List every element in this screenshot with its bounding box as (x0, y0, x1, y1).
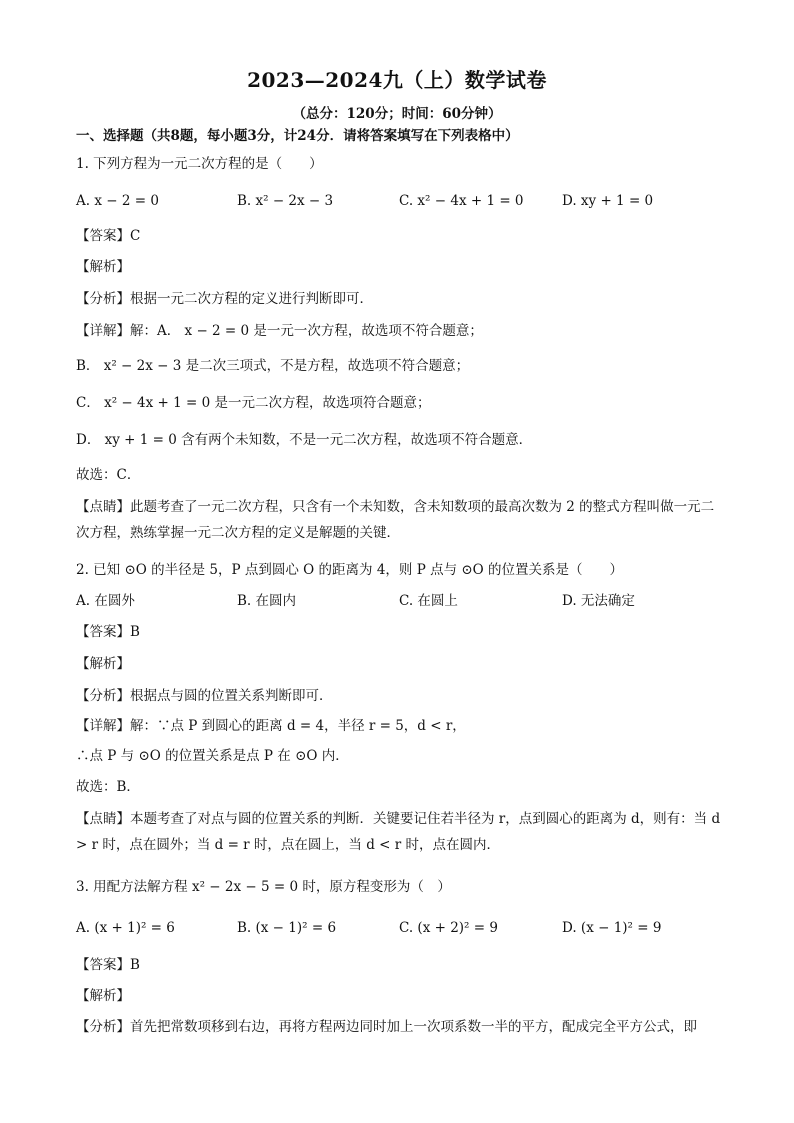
q2-option-d: D. 无法确定 (562, 593, 635, 609)
q1-option-b: B. x² − 2x − 3 (237, 193, 334, 209)
q2-stem: 2. 已知 ⊙O 的半径是 5，P 点到圆心 O 的距离为 4，则 P 点与 ⊙O 的位置关系是（ ） (76, 562, 624, 578)
q3-answer: 【答案】B (76, 957, 140, 973)
q3-stem: 3. 用配方法解方程 x² − 2x − 5 = 0 时，原方程变形为（ ） (76, 879, 451, 895)
page-title: 2023—2024九（上）数学试卷 (247, 68, 547, 92)
q1-analysis: 【分析】根据一元二次方程的定义进行判断即可． (76, 291, 373, 307)
q2-answer: 【答案】B (76, 624, 140, 640)
q3-analysis: 【分析】首先把常数项移到右边，再将方程两边同时加上一次项系数一半的平方，配成完全平方公式，即 (76, 1019, 697, 1035)
q2-analysis: 【分析】根据点与圆的位置关系判断即可． (76, 688, 333, 704)
q2-option-b: B. 在圆内 (237, 593, 297, 609)
q1-detail-d: D． xy + 1 = 0 含有两个未知数，不是一元二次方程，故选项不符合题意． (76, 432, 533, 448)
q1-jiexi: 【解析】 (76, 259, 130, 275)
page-subtitle: （总分：120分；时间：60分钟） (292, 106, 502, 122)
q2-detail-2: ∴点 P 与 ⊙O 的位置关系是点 P 在 ⊙O 内． (76, 748, 349, 764)
q1-detail: 【详解】解：A． x − 2 = 0 是一元一次方程，故选项不符合题意； (76, 323, 483, 339)
q2-option-a: A. 在圆外 (76, 593, 135, 609)
q1-option-d: D. xy + 1 = 0 (562, 193, 654, 209)
section-heading: 一、选择题（共8题，每小题3分，计24分．请将答案填写在下列表格中） (76, 128, 519, 144)
q1-comment: 【点睛】此题考查了一元二次方程，只含有一个未知数，含未知数项的最高次数为 2 的整式方程叫做一元二次方程，熟练掌握一元二次方程的定义是解题的关键． (76, 499, 715, 541)
q3-jiexi: 【解析】 (76, 988, 130, 1004)
q3-option-b: B. (x − 1)² = 6 (237, 920, 337, 936)
q2-jiexi: 【解析】 (76, 656, 130, 672)
q3-option-d: D. (x − 1)² = 9 (562, 920, 662, 936)
q2-choice: 故选：B． (76, 779, 140, 795)
q1-answer: 【答案】C (76, 228, 141, 244)
q1-detail-c: C． x² − 4x + 1 = 0 是一元二次方程，故选项符合题意； (76, 395, 431, 411)
q1-detail-b: B． x² − 2x − 3 是二次三项式，不是方程，故选项不符合题意； (76, 358, 470, 374)
q2-detail: 【详解】解：∵点 P 到圆心的距离 d = 4，半径 r = 5，d < r， (76, 718, 466, 734)
q1-option-a: A. x − 2 = 0 (76, 193, 159, 209)
q3-option-c: C. (x + 2)² = 9 (399, 920, 498, 936)
q1-option-c: C. x² − 4x + 1 = 0 (399, 193, 524, 209)
q1-stem: 1. 下列方程为一元二次方程的是（ ） (76, 156, 323, 172)
q1-choice: 故选：C． (76, 467, 141, 483)
q3-option-a: A. (x + 1)² = 6 (76, 920, 175, 936)
q2-comment: 【点睛】本题考查了对点与圆的位置关系的判断．关键要记住若半径为 r，点到圆心的距离为 d，则有：当 d > r 时，点在圆外；当 d = r 时，点在圆上，当 d < r 时，点在圆内． (76, 811, 721, 853)
q2-option-c: C. 在圆上 (399, 593, 458, 609)
